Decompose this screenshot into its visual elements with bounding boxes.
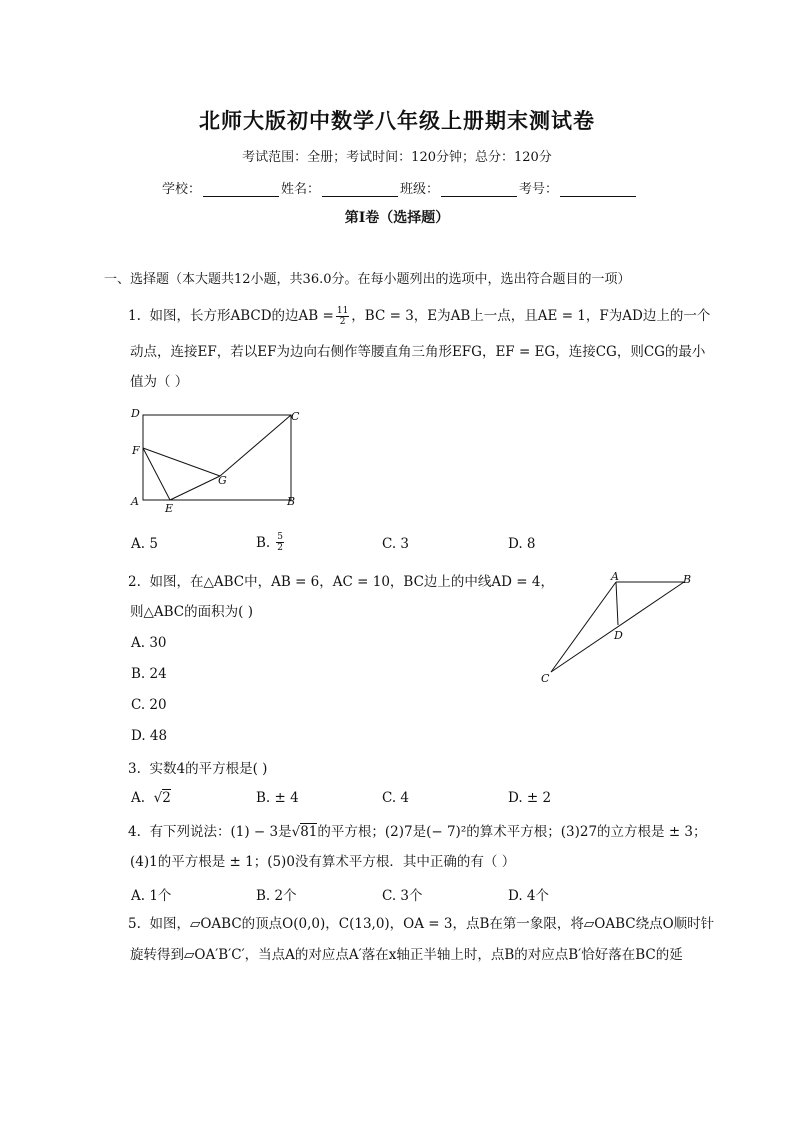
q2-figure [536,568,701,688]
q2-segment-ad [616,582,618,625]
school-blank [203,182,279,197]
name-label: 姓名： [281,182,321,197]
q4-option-d[interactable]: D. 4个 [508,888,550,904]
q2-label-b: B [683,573,692,586]
q1-line2: 动点，连接EF，若以EF为边向右侧作等腰直角三角形EFG，EF = EG，连接CG，则CG的最小 [130,344,706,360]
q4-sqrt-radicand: 81 [300,824,318,840]
q2-number: 2. [128,574,141,590]
q1-option-b-num: 5 [277,532,283,542]
q2-label-c: C [541,672,550,685]
q5-number: 5. [128,916,141,932]
q1-label-a: A [131,495,139,508]
school-label: 学校： [162,182,202,197]
q1-rectangle [143,415,291,500]
q3-sqrt-radicand: 2 [162,790,171,806]
q1-label-f: F [132,444,140,457]
q5-line1 [128,914,714,934]
q1-frac-num: 11 [336,306,349,316]
q1-label-c: C [291,410,300,423]
q5-line2: 旋转得到▱OA′B′C′，当点A的对应点A′落在x轴正半轴上时，点B的对应点B′恰好落在BC的延 [130,947,683,963]
q5-text-1: 如图，▱OABC的顶点O(0,0)，C(13,0)，OA = 3，点B在第一象限，将▱OABC绕点O顺时针 [149,916,715,932]
class-blank [441,182,517,197]
q1-text-b: ，BC = 3，E为AB上一点，且AE = 1，F为AD边上的一个 [351,308,711,324]
q2-option-d[interactable]: D. 48 [131,728,168,744]
q2-segment-ac [551,582,616,672]
q1-label-e: E [165,502,174,515]
q2-label-d: D [614,629,623,642]
q3-text: 实数4的平方根是( ) [149,761,268,777]
q3-sqrt-sign: √ [149,790,163,806]
q1-number: 1. [128,308,141,324]
q4-sqrt-sign: √ [291,824,301,840]
q1-segment-fg [143,448,220,476]
q4-option-a[interactable]: A. 1个 [131,888,172,904]
name-blank [322,182,398,197]
q1-option-b-den: 2 [277,543,283,553]
q1-label-d: D [131,407,140,420]
q2-line2: 则△ABC的面积为( ) [130,604,253,620]
q1-option-b[interactable] [256,532,286,553]
q3-option-d[interactable]: D. ± 2 [508,790,552,806]
q1-figure [125,404,315,519]
q2-option-a[interactable]: A. 30 [131,635,167,651]
q2-option-b[interactable]: B. 24 [131,666,167,682]
exam-number-label: 考号： [519,182,559,197]
q4-option-b[interactable]: B. 2个 [256,888,297,904]
volume-heading: 第Ⅰ卷（选择题） [344,210,450,226]
q3-option-c[interactable]: C. 4 [382,790,410,806]
q2-label-a: A [611,570,619,583]
exam-number-blank [560,182,636,197]
q4-text-b: 的平方根；(2)7是(− 7)²的算术平方根；(3)27的立方根是 ± 3； [317,824,707,840]
q3-number: 3. [128,761,141,777]
q1-line1 [128,306,710,327]
section-heading: 一、选择题（本大题共12小题，共36.0分。在每小题列出的选项中，选出符合题目的一项） [104,272,631,287]
q1-segment-eg [170,476,220,500]
q3-option-a-label: A. [131,790,146,806]
q1-option-b-label: B. [256,534,271,551]
q1-segment-fe [143,448,170,500]
q3-line1 [128,759,267,779]
q4-line2: (4)1的平方根是 ± 1；(5)0没有算术平方根．其中正确的有（ ） [130,854,516,870]
q4-option-c[interactable]: C. 3个 [382,888,423,904]
q4-number: 4. [128,824,141,840]
q1-frac-den: 2 [339,317,346,327]
q1-segment-gc [220,415,291,476]
q1-label-b: B [287,495,296,508]
q1-option-a[interactable]: A. 5 [131,536,158,552]
q4-line1 [128,822,707,842]
q4-text-a: 有下列说法：(1) − 3是 [149,824,292,840]
class-label: 班级： [400,182,440,197]
q2-option-c[interactable]: C. 20 [131,697,167,713]
q1-fraction [336,306,349,327]
q2-segment-bc [551,582,684,672]
student-info-line [162,178,638,197]
q3-option-a[interactable] [131,790,171,806]
exam-info: 考试范围：全册；考试时间：120分钟；总分：120分 [242,150,552,165]
q1-label-g: G [218,474,227,487]
q1-text-a: 如图，长方形ABCD的边AB = [149,308,334,324]
q1-line3: 值为（ ） [130,374,189,390]
q1-option-b-fraction [276,532,284,553]
q3-option-b[interactable]: B. ± 4 [256,790,299,806]
q1-option-c[interactable]: C. 3 [382,536,410,552]
q2-line1 [128,572,554,592]
q1-option-d[interactable]: D. 8 [508,536,536,552]
q2-text-1: 如图，在△ABC中，AB = 6，AC = 10，BC边上的中线AD = 4， [149,574,554,590]
exam-title: 北师大版初中数学八年级上册期末测试卷 [199,108,595,133]
